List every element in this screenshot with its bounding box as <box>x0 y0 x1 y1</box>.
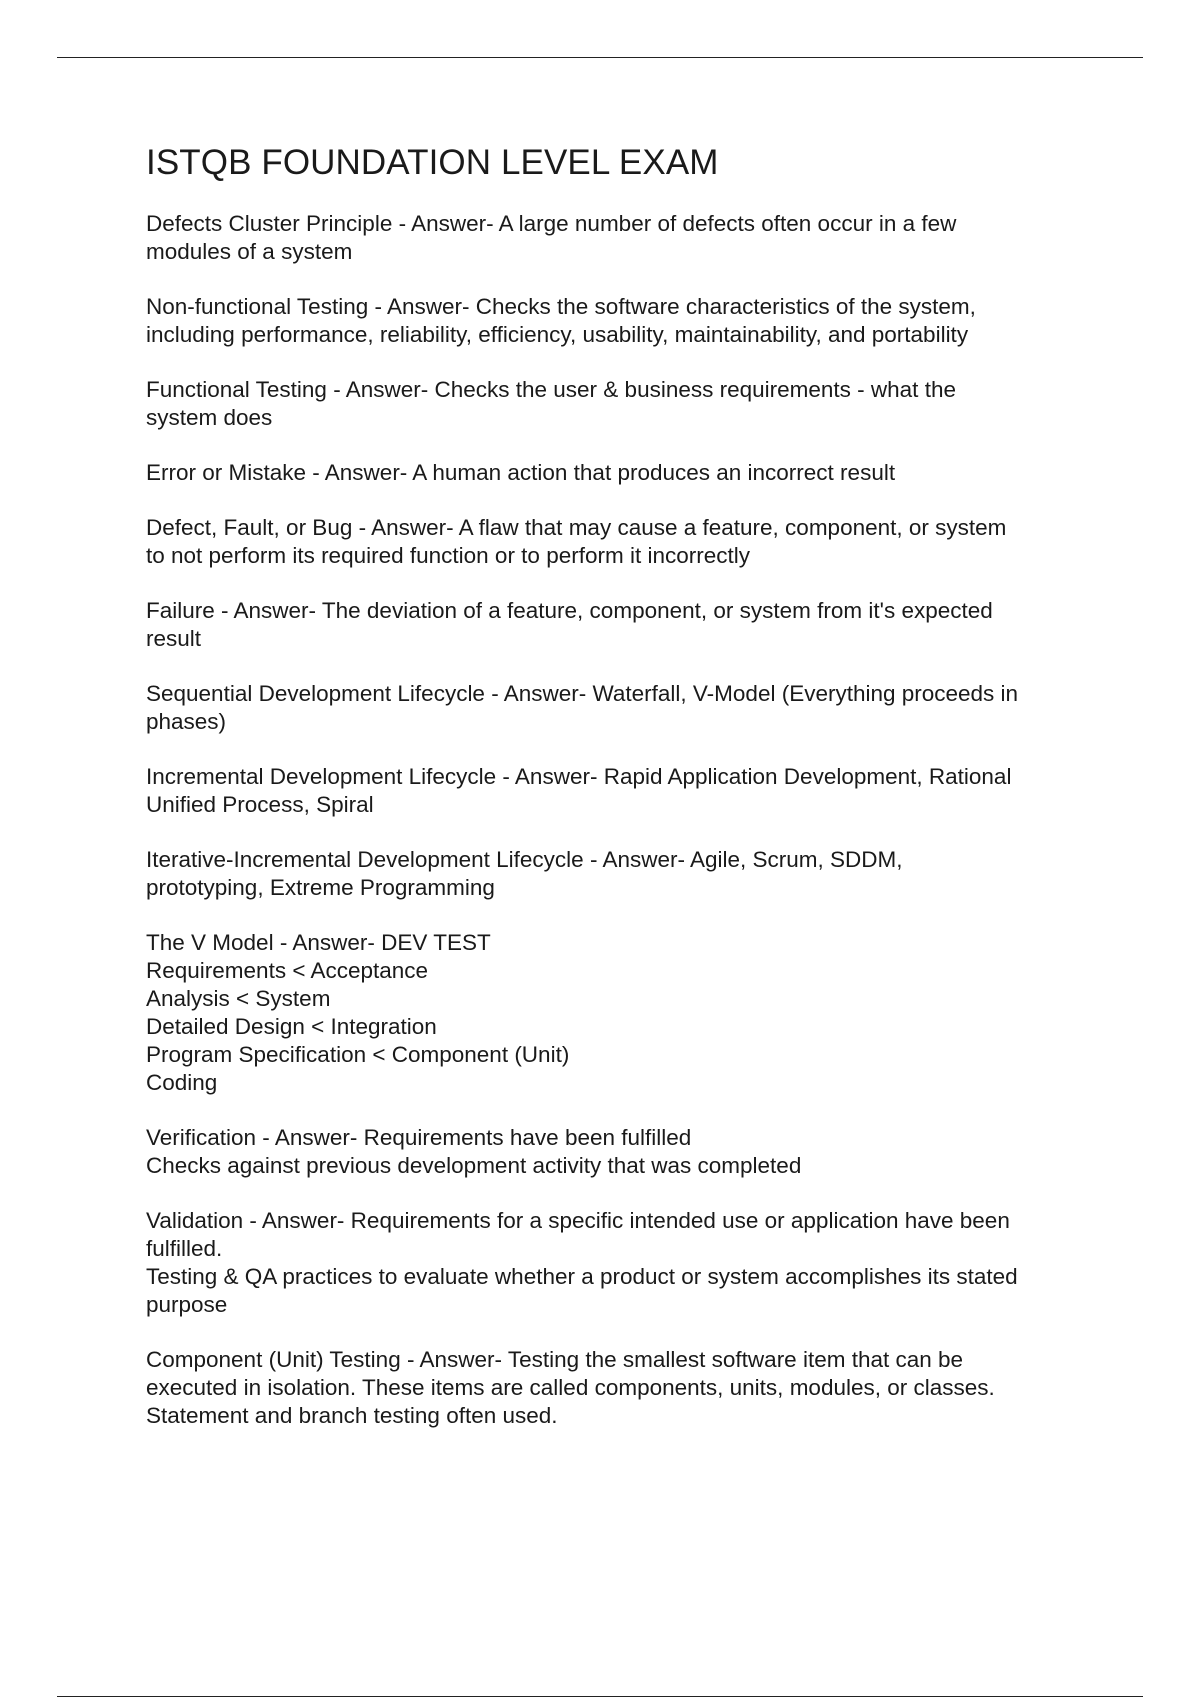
qa-entry-error-or-mistake: Error or Mistake - Answer- A human action that produces an incorrect result <box>146 460 896 485</box>
footer-rule <box>57 1696 1143 1697</box>
header-rule <box>57 57 1143 58</box>
qa-entry-sequential-lifecycle: Sequential Development Lifecycle - Answer- Waterfall, V-Model (Everything proceeds in phases) <box>146 681 1019 734</box>
qa-entry-verification: Verification - Answer- Requirements have been fulfilled Checks against previous development activity that was completed <box>146 1125 802 1178</box>
qa-entry-component-testing: Component (Unit) Testing - Answer- Testing the smallest software item that can be executed in isolation. These items are called components, units, modules, or classes. Statement and branch testing often used. <box>146 1347 995 1428</box>
qa-entry-incremental-lifecycle: Incremental Development Lifecycle - Answer- Rapid Application Development, Rational Unified Process, Spiral <box>146 764 1012 817</box>
qa-entry-validation: Validation - Answer- Requirements for a specific intended use or application have been fulfilled. Testing & QA practices to evaluate whether a product or system accomplishes its stated purpose <box>146 1208 1018 1317</box>
page-content <box>146 140 1106 1457</box>
qa-entry-non-functional-testing: Non-functional Testing - Answer- Checks the software characteristics of the system, including performance, reliability, efficiency, usability, maintainability, and portability <box>146 294 976 347</box>
qa-entry-iterative-incremental-lifecycle: Iterative-Incremental Development Lifecycle - Answer- Agile, Scrum, SDDM, prototyping, Extreme Programming <box>146 847 903 900</box>
document-title: ISTQB FOUNDATION LEVEL EXAM <box>146 143 719 182</box>
qa-entry-defects-cluster: Defects Cluster Principle - Answer- A large number of defects often occur in a few modules of a system <box>146 211 957 264</box>
qa-entry-v-model: The V Model - Answer- DEV TEST Requirements < Acceptance Analysis < System Detailed Design < Integration Program Specification < Component (Unit) Coding <box>146 930 570 1095</box>
qa-entry-defect-fault-bug: Defect, Fault, or Bug - Answer- A flaw that may cause a feature, component, or system to not perform its required function or to perform it incorrectly <box>146 515 1007 568</box>
qa-entry-functional-testing: Functional Testing - Answer- Checks the user & business requirements - what the system does <box>146 377 956 430</box>
qa-entry-failure: Failure - Answer- The deviation of a feature, component, or system from it's expected result <box>146 598 993 651</box>
